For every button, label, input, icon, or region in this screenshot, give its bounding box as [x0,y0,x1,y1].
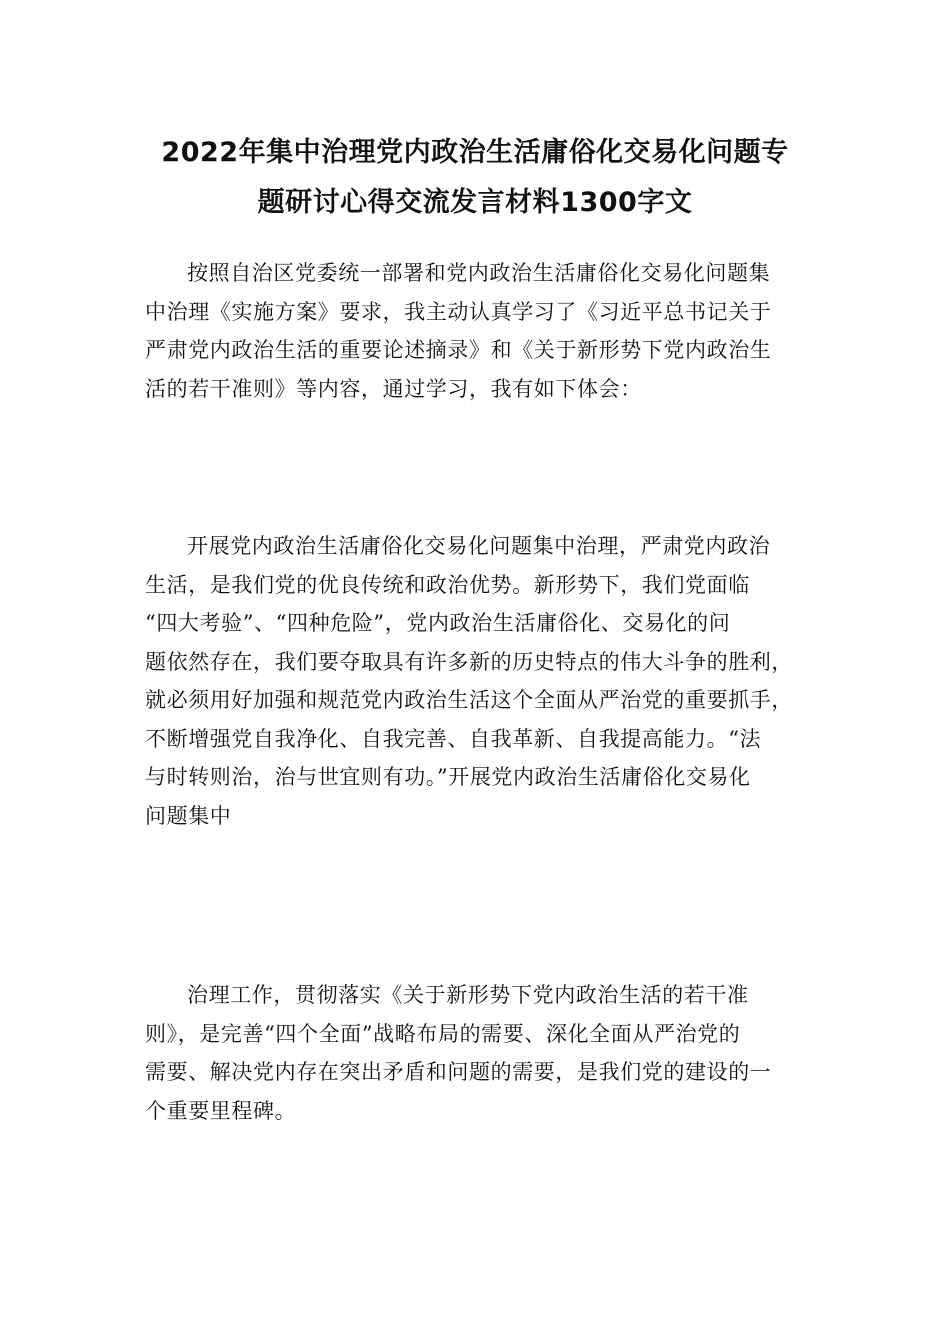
paragraph-line: 问题集中 [145,803,232,828]
paragraph-line: 与时转则治，治与世宜则有功。”开展党内政治生活庸俗化交易化 [145,765,751,789]
paragraph-line: 题依然存在，我们要夺取具有许多新的历史特点的伟大斗争的胜利， [145,649,793,674]
paragraph-line: 按照自治区党委统一部署和党内政治生活庸俗化交易化问题集 [187,261,771,285]
paragraph-line: 不断增强党自我净化、自我完善、自我革新、自我提高能力。“法 [145,726,762,751]
paragraph-line: 个重要里程碑。 [145,1098,297,1123]
paragraph-body-2 [145,976,825,1130]
paragraph-line: 则》，是完善“四个全面”战略布局的需要、深化全面从严治党的 [145,1021,741,1046]
paragraph-line: 严肃党内政治生活的重要论述摘录》和《关于新形势下党内政治生 [145,338,772,362]
paragraph-line: 需要、解决党内存在突出矛盾和问题的需要，是我们党的建设的一 [145,1060,772,1084]
title-line: 2022年集中治理党内政治生活庸俗化交易化问题专 [161,137,789,168]
paragraph-line: 中治理《实施方案》要求，我主动认真学习了《习近平总书记关于 [145,299,772,324]
paragraph-line: “四大考验”、“四种危险”，党内政治生活庸俗化、交易化的问 [145,611,731,635]
paragraph-line: 活的若干准则》等内容，通过学习，我有如下体会： [145,376,642,401]
paragraph-body-1 [145,527,825,835]
paragraph-line: 治理工作，贯彻落实《关于新形势下党内政治生活的若干准 [187,983,749,1007]
paragraph-line: 生活，是我们党的优良传统和政治优势。新形势下，我们党面临 [145,572,750,597]
paragraph-line: 就必须用好加强和规范党内政治生活这个全面从严治党的重要抓手， [145,688,793,712]
paragraph-intro [145,254,825,408]
title-line: 题研讨心得交流发言材料1300字文 [257,187,693,218]
paragraph-line: 开展党内政治生活庸俗化交易化问题集中治理，严肃党内政治 [187,534,771,558]
document-title [100,128,850,228]
